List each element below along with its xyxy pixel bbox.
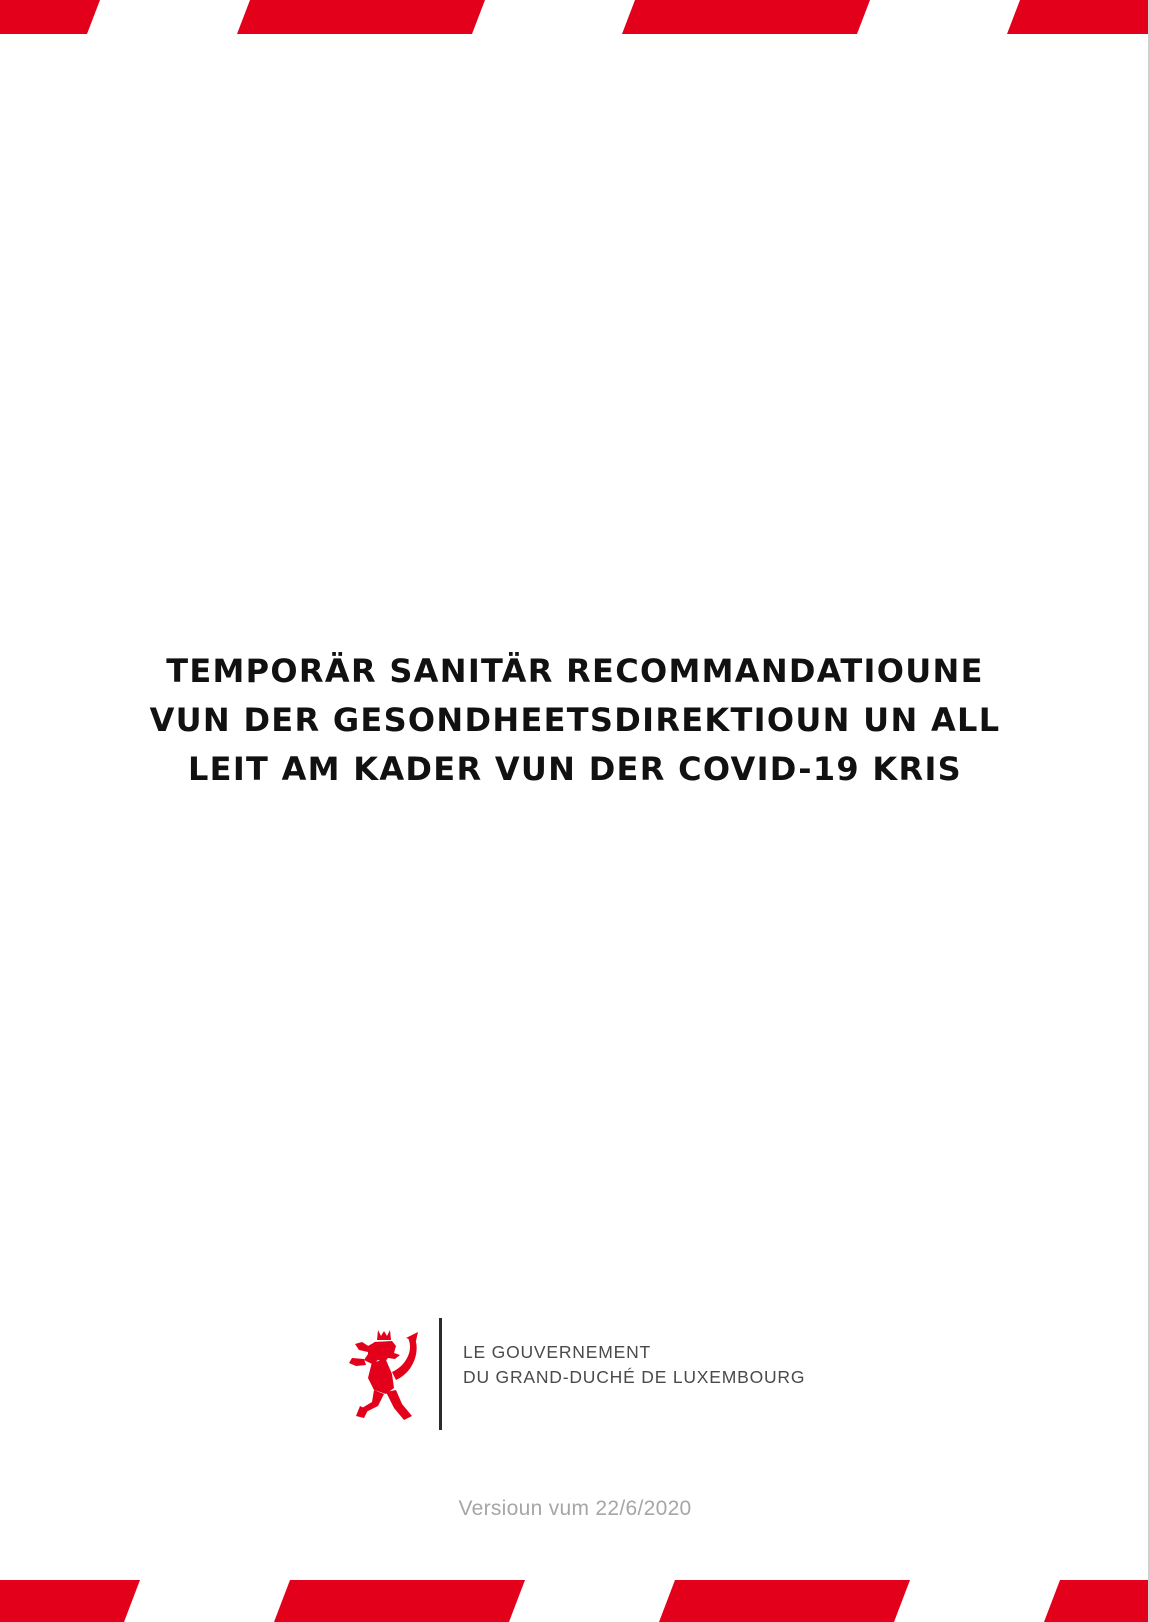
top-stripe-4 — [1007, 0, 1148, 34]
title-line-1: TEMPORÄR SANITÄR RECOMMANDATIOUNE — [166, 652, 984, 690]
government-name — [463, 1340, 805, 1390]
government-logo — [348, 1318, 808, 1432]
title-line-3: LEIT AM KADER VUN DER COVID-19 KRIS — [187, 750, 962, 788]
top-stripe-2 — [237, 0, 485, 34]
bottom-stripe-4 — [1044, 1580, 1148, 1622]
top-stripe-1 — [0, 0, 100, 34]
top-red-stripe-band — [0, 0, 1148, 34]
version-date: Versioun vum 22/6/2020 — [458, 1497, 692, 1520]
government-name-line-1: LE GOUVERNEMENT — [463, 1342, 651, 1362]
logo-divider — [439, 1318, 442, 1430]
title-line-2: VUN DER GESONDHEETSDIREKTIOUN UN ALL — [149, 701, 1001, 739]
top-stripe-3 — [622, 0, 870, 34]
government-name-line-2: DU GRAND-DUCHÉ DE LUXEMBOURG — [463, 1367, 806, 1387]
bottom-stripe-1 — [0, 1580, 140, 1622]
bottom-stripe-3 — [659, 1580, 910, 1622]
bottom-red-stripe-band — [0, 1580, 1148, 1622]
bottom-stripe-2 — [274, 1580, 525, 1622]
document-title — [125, 647, 1025, 794]
red-lion-icon — [348, 1328, 422, 1422]
